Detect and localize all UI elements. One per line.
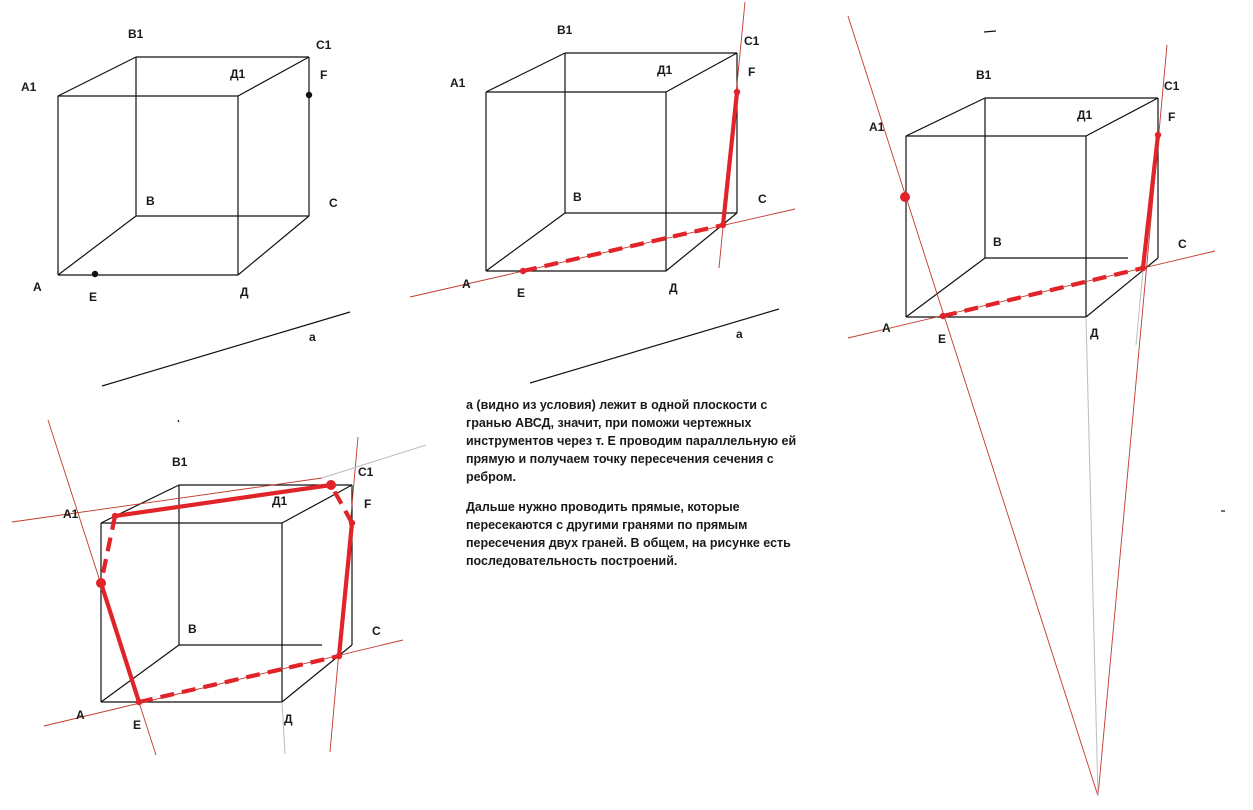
svg-text:F: F xyxy=(1168,110,1176,124)
section-right-2 xyxy=(723,92,737,225)
aux-line-e-4 xyxy=(44,640,403,726)
svg-text:C: C xyxy=(758,192,767,206)
svg-text:Д: Д xyxy=(1090,326,1099,340)
svg-text:C: C xyxy=(372,624,381,638)
svg-text:B1: B1 xyxy=(976,68,992,82)
svg-text:E: E xyxy=(938,332,947,346)
svg-text:Д: Д xyxy=(284,712,293,726)
svg-text:Д1: Д1 xyxy=(272,494,288,508)
svg-text:A1: A1 xyxy=(450,76,466,90)
point-f-1 xyxy=(306,92,312,98)
label-line-a-1: a xyxy=(309,330,316,344)
svg-text:B: B xyxy=(573,190,582,204)
figure-2-cube xyxy=(410,2,795,383)
label-c1-1: C1 xyxy=(316,38,332,52)
svg-text:E: E xyxy=(133,718,142,732)
point-e-1 xyxy=(92,271,98,277)
label-b-1: B xyxy=(146,194,155,208)
svg-text:А: А xyxy=(462,277,471,291)
figure-2-labels xyxy=(450,23,767,341)
section-left-4 xyxy=(101,583,139,702)
svg-text:A1: A1 xyxy=(63,507,79,521)
svg-text:C1: C1 xyxy=(1164,79,1180,93)
svg-text:C1: C1 xyxy=(744,34,760,48)
svg-text:a: a xyxy=(736,327,743,341)
svg-text:B: B xyxy=(188,622,197,636)
svg-text:Д: Д xyxy=(669,281,678,295)
label-d-1: Д xyxy=(240,285,249,299)
label-a-1: A xyxy=(33,280,42,294)
svg-text:C1: C1 xyxy=(358,465,374,479)
explanation-paragraph-1: а (видно из условия) лежит в одной плоскости с гранью АВСД, значит, при поможи чертежных инструментов через т. Е проводим параллельную ей прямую и получаем точку пересечения сечения с ребром. xyxy=(466,398,797,484)
svg-text:А: А xyxy=(76,708,85,722)
label-b1-1: B1 xyxy=(128,27,144,41)
explanation-paragraph-2: Дальше нужно проводить прямые, которые пересекаются с другими гранями по прямым пересечения двух граней. В общем, на рисунке есть последовательность построений. xyxy=(466,500,791,568)
label-f-1: F xyxy=(320,68,328,82)
label-c-1: C xyxy=(329,196,338,210)
label-a1-1: A1 xyxy=(21,80,37,94)
svg-text:E: E xyxy=(517,286,526,300)
explanation-text xyxy=(466,396,816,582)
line-a-1 xyxy=(102,312,350,386)
svg-text:A1: A1 xyxy=(869,120,885,134)
svg-text:F: F xyxy=(748,65,756,79)
svg-text:B1: B1 xyxy=(557,23,573,37)
label-e-1: E xyxy=(89,290,98,304)
svg-text:А: А xyxy=(882,321,891,335)
svg-text:Д1: Д1 xyxy=(657,63,673,77)
figure-1-cube xyxy=(58,57,350,386)
section-right-3 xyxy=(1143,135,1158,268)
svg-text:C: C xyxy=(1178,237,1187,251)
svg-text:F: F xyxy=(364,497,372,511)
figure-3-cube xyxy=(848,16,1225,796)
svg-text:B1: B1 xyxy=(172,455,188,469)
aux-ray-left-3 xyxy=(848,16,1098,796)
aux-ray-grey-3 xyxy=(1086,317,1098,796)
line-a-2 xyxy=(530,309,779,383)
section-right-4 xyxy=(339,523,352,656)
figure-4-labels xyxy=(63,455,381,732)
section-top-left-4 xyxy=(101,516,115,583)
figure-1-labels xyxy=(21,27,338,344)
svg-text:B: B xyxy=(993,235,1002,249)
label-d1-1: Д1 xyxy=(230,67,246,81)
svg-text:Д1: Д1 xyxy=(1077,108,1093,122)
